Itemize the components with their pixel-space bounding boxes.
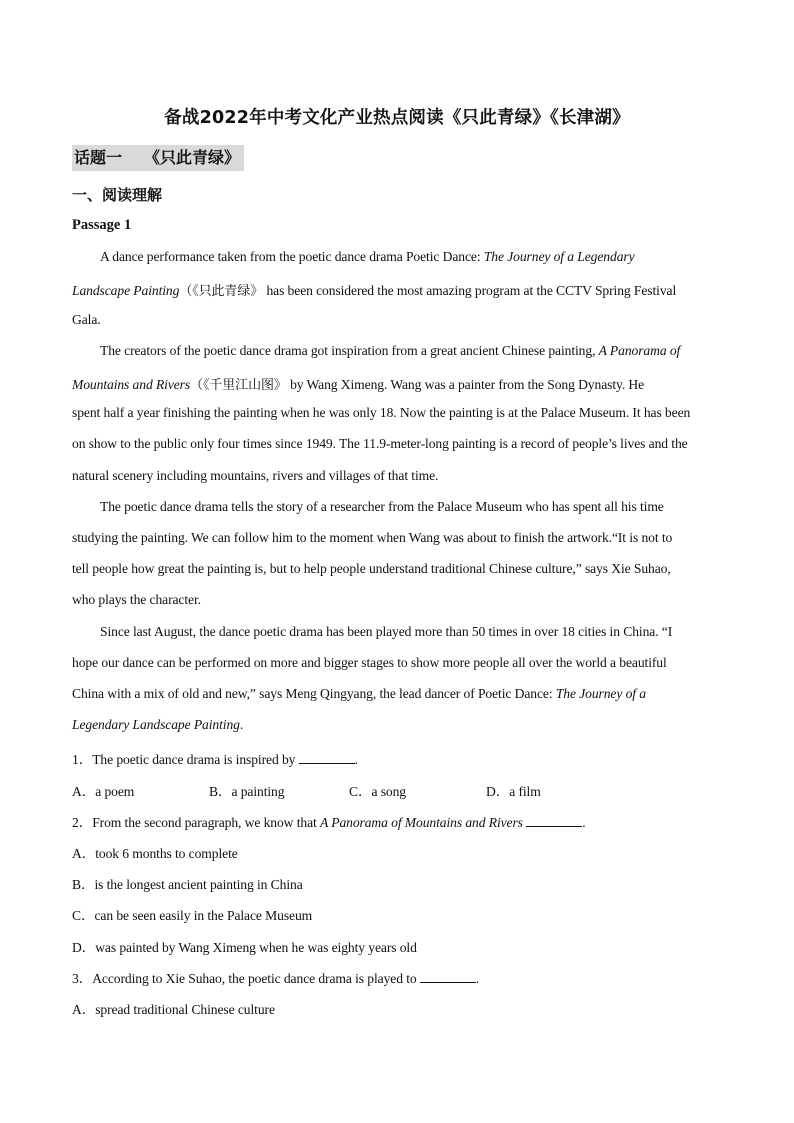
option-a[interactable]: A．took 6 months to complete <box>72 846 238 861</box>
text: has been considered the most amazing program at the CCTV Spring Festival <box>263 283 677 298</box>
text: . <box>239 717 244 732</box>
option-c[interactable]: C．a song <box>349 784 406 799</box>
paragraph-line: who plays the character. <box>72 592 201 607</box>
option-c[interactable]: C．can be seen easily in the Palace Museum <box>72 908 313 923</box>
document-title: 备战2022年中考文化产业热点阅读《只此青绿》《长津湖》 <box>164 108 630 128</box>
answer-blank[interactable] <box>420 971 476 983</box>
option-a[interactable]: A．a poem <box>72 784 135 799</box>
paragraph-line: studying the painting. We can follow him to the moment when Wang was about to finish the artwork.“It is not to <box>72 530 673 545</box>
option-a[interactable]: A．spread traditional Chinese culture <box>72 1002 275 1017</box>
paragraph-line <box>72 686 646 702</box>
question-stem: 2．From the second paragraph, we know that <box>72 815 320 830</box>
italic-title: A Panorama of <box>598 343 681 358</box>
paragraph-line: Since last August, the dance poetic drama has been played more than 50 times in over 18 cities in China. “I <box>100 624 673 639</box>
italic-title: Mountains and Rivers <box>72 377 191 392</box>
section-heading: 一、阅读理解 <box>72 186 163 204</box>
italic-title: Legendary Landscape Painting <box>72 717 240 732</box>
chinese-title: （《只此青绿》 <box>179 284 264 299</box>
answer-blank[interactable] <box>299 752 355 764</box>
text: . <box>354 752 358 767</box>
option-b[interactable]: B．a painting <box>209 784 285 799</box>
question-stem: 3．According to Xie Suhao, the poetic dance drama is played to <box>72 971 420 986</box>
italic-title: A Panorama of Mountains and Rivers <box>319 815 523 830</box>
option-d[interactable]: D．was painted by Wang Ximeng when he was eighty years old <box>72 940 417 955</box>
question-1 <box>72 748 358 768</box>
paragraph-line <box>72 717 243 733</box>
text: The creators of the poetic dance drama got inspiration from a great ancient Chinese painting, <box>100 343 599 358</box>
option-d[interactable]: D．a film <box>486 784 541 799</box>
paragraph-line: tell people how great the painting is, but to help people understand traditional Chinese culture,” says Xie Suhao, <box>72 561 671 576</box>
paragraph-line: hope our dance can be performed on more and bigger stages to show more people all over the world a beautiful <box>72 655 667 670</box>
italic-title: Landscape Painting <box>72 283 180 298</box>
topic-heading <box>72 145 244 171</box>
text: . <box>475 971 480 986</box>
paragraph-line: Gala. <box>72 312 101 327</box>
topic-label: 话题一 <box>74 148 123 167</box>
text: . <box>582 815 586 830</box>
paragraph-line: The poetic dance drama tells the story of a researcher from the Palace Museum who has spent all his time <box>100 499 664 514</box>
paragraph-line <box>72 374 644 393</box>
italic-title: The Journey of a <box>555 686 646 701</box>
italic-title: The Journey of a Legendary <box>483 249 635 264</box>
paragraph-line <box>100 249 635 265</box>
chinese-title: （《千里江山图》 <box>190 378 287 393</box>
text: China with a mix of old and new,” says Meng Qingyang, the lead dancer of Poetic Dance: <box>72 686 556 701</box>
topic-name: 《只此青绿》 <box>144 148 241 167</box>
question-2 <box>72 811 586 831</box>
paragraph-line: on show to the public only four times since 1949. The 11.9-meter-long painting is a record of people’s lives and the <box>72 436 688 451</box>
answer-blank[interactable] <box>526 815 582 827</box>
question-3 <box>72 967 479 987</box>
paragraph-line <box>72 280 676 299</box>
paragraph-line: natural scenery including mountains, rivers and villages of that time. <box>72 468 439 483</box>
paragraph-line: spent half a year finishing the painting when he was only 18. Now the painting is at the Palace Museum. It has been <box>72 405 691 420</box>
text: A dance performance taken from the poetic dance drama Poetic Dance: <box>100 249 484 264</box>
question-stem: 1．The poetic dance drama is inspired by <box>72 752 299 767</box>
text: by Wang Ximeng. Wang was a painter from the Song Dynasty. He <box>286 377 645 392</box>
option-b[interactable]: B．is the longest ancient painting in China <box>72 877 303 892</box>
paragraph-line <box>100 343 680 359</box>
passage-label: Passage 1 <box>72 217 132 233</box>
